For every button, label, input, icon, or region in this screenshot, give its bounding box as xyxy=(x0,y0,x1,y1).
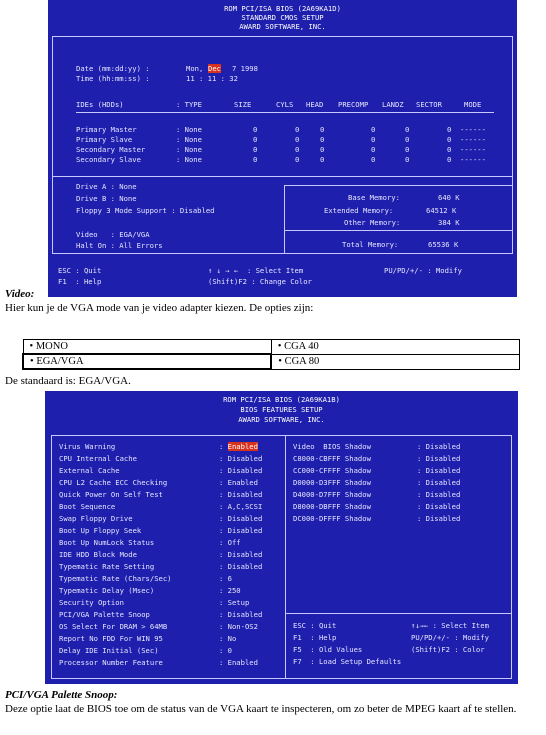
shadow-label: C8000-CBFFF Shadow xyxy=(293,454,371,463)
header-divider xyxy=(76,112,494,113)
feature-value[interactable]: : Disabled xyxy=(219,514,263,523)
footer-help-key: F1 : Help xyxy=(58,277,102,286)
drive-precomp: 0 xyxy=(371,125,376,134)
drive-landz: 0 xyxy=(405,145,410,154)
shadow-value[interactable]: : Disabled xyxy=(417,478,461,487)
footer-key-right: (Shift)F2 : Color xyxy=(411,645,485,654)
shadow-label: CC000-CFFFF Shadow xyxy=(293,466,371,475)
hdr-head: HEAD xyxy=(306,100,324,109)
video-default-text: De standaard is: EGA/VGA. xyxy=(5,375,131,387)
palette-snoop-paragraph: Deze optie laat de BIOS toe om de status van de VGA kaart te inspecteren, om zo beter de MPEG kaart af te stellen. xyxy=(5,703,517,715)
feature-value[interactable]: : Enabled xyxy=(219,478,258,487)
footer-key-left: ESC : Quit xyxy=(293,621,337,630)
drive-mode: ------ xyxy=(460,135,486,144)
feature-label: CPU Internal Cache xyxy=(59,454,137,463)
feature-label: Boot Sequence xyxy=(59,502,116,511)
drives-divider xyxy=(52,176,513,177)
footer-key-right: PU/PD/+/- : Modify xyxy=(411,633,489,642)
bios-title-line-1: ROM PCI/ISA BIOS (2A69KA1D) xyxy=(224,4,341,13)
option-mono: • MONO xyxy=(23,340,271,355)
memory-label: Extended Memory: xyxy=(324,206,394,215)
drive-head: 0 xyxy=(320,125,325,134)
feature-value[interactable]: : Non-OS2 xyxy=(219,622,258,631)
date-day[interactable]: Mon, xyxy=(186,64,204,73)
bios-title-line-2: BIOS FEATURES SETUP xyxy=(240,405,323,414)
hdr-mode: MODE xyxy=(464,100,482,109)
memory-label: Other Memory: xyxy=(344,218,401,227)
footer-change-color: (Shift)F2 : Change Color xyxy=(208,277,312,286)
drive-size: 0 xyxy=(253,155,258,164)
feature-value[interactable]: : Setup xyxy=(219,598,250,607)
footer-key-left: F7 : Load Setup Defaults xyxy=(293,657,402,666)
drive-landz: 0 xyxy=(405,125,410,134)
drive-type[interactable]: : None xyxy=(176,155,202,164)
shadow-value[interactable]: : Disabled xyxy=(417,454,461,463)
shadow-label: D8000-DBFFF Shadow xyxy=(293,502,371,511)
bios-title-line-3: AWARD SOFTWARE, INC. xyxy=(239,22,326,31)
footer-modify: PU/PD/+/- : Modify xyxy=(384,266,462,275)
drive-landz: 0 xyxy=(405,155,410,164)
feature-label: Processor Number Feature xyxy=(59,658,163,667)
features-footer-divider xyxy=(285,613,512,614)
shadow-value[interactable]: : Disabled xyxy=(417,502,461,511)
drive-cyls: 0 xyxy=(295,145,300,154)
feature-value[interactable]: : 250 xyxy=(219,586,241,595)
total-memory-value: 65536 K xyxy=(428,240,459,249)
shadow-label: DC000-DFFFF Shadow xyxy=(293,514,371,523)
feature-value[interactable]: : Off xyxy=(219,538,241,547)
video-paragraph: Hier kun je de VGA mode van je video adapter kiezen. De opties zijn: xyxy=(5,302,314,314)
drive-precomp: 0 xyxy=(371,145,376,154)
drive-head: 0 xyxy=(320,135,325,144)
options-row xyxy=(23,340,520,355)
drive-size: 0 xyxy=(253,135,258,144)
option-cga80: • CGA 80 xyxy=(271,354,519,369)
drive-sector: 0 xyxy=(447,145,452,154)
halt-on-setting[interactable]: Halt On : All Errors xyxy=(76,241,163,250)
feature-label: Virus Warning xyxy=(59,442,116,451)
drive-landz: 0 xyxy=(405,135,410,144)
hdr-size: SIZE xyxy=(234,100,252,109)
time-label: Time (hh:mm:ss) : xyxy=(76,74,150,83)
drive-precomp: 0 xyxy=(371,135,376,144)
shadow-value[interactable]: : Disabled xyxy=(417,514,461,523)
feature-label: OS Select For DRAM > 64MB xyxy=(59,622,168,631)
palette-snoop-heading: PCI/VGA Palette Snoop: xyxy=(5,689,118,701)
date-rest[interactable]: 7 1998 xyxy=(232,64,258,73)
footer-key-left: F1 : Help xyxy=(293,633,337,642)
date-month-field[interactable]: Dec xyxy=(208,64,221,73)
feature-label: Boot Up Floppy Seek xyxy=(59,526,142,535)
shadow-label: Video BIOS Shadow xyxy=(293,442,371,451)
feature-label: External Cache xyxy=(59,466,120,475)
virus-warning-value-highlighted[interactable]: Enabled xyxy=(227,442,258,451)
drive-type[interactable]: : None xyxy=(176,135,202,144)
drive-name[interactable]: Primary Master xyxy=(76,125,137,134)
drive-type[interactable]: : None xyxy=(176,145,202,154)
feature-value[interactable]: : A,C,SCSI xyxy=(219,502,263,511)
option-cga40: • CGA 40 xyxy=(271,340,519,355)
feature-value[interactable]: : Enabled xyxy=(219,442,258,451)
feature-value[interactable]: : Disabled xyxy=(219,454,263,463)
feature-label: IDE HDD Block Mode xyxy=(59,550,137,559)
footer-select-item: ↑ ↓ → ← : Select Item xyxy=(208,266,304,275)
drive-type[interactable]: : None xyxy=(176,125,202,134)
options-row xyxy=(23,354,520,369)
hdr-ides: IDEs (HDDs) xyxy=(76,100,124,109)
features-column-divider xyxy=(285,435,286,679)
feature-value[interactable]: : Disabled xyxy=(219,550,263,559)
drive-a-setting[interactable]: Drive A : None xyxy=(76,182,137,191)
drive-cyls: 0 xyxy=(295,155,300,164)
drive-mode: ------ xyxy=(460,155,486,164)
feature-label: Swap Floppy Drive xyxy=(59,514,133,523)
drive-size: 0 xyxy=(253,125,258,134)
drive-sector: 0 xyxy=(447,155,452,164)
video-options-table xyxy=(22,339,520,370)
footer-key-left: F5 : Old Values xyxy=(293,645,363,654)
drive-head: 0 xyxy=(320,155,325,164)
bios-title-line-1: ROM PCI/ISA BIOS (2A69KA1B) xyxy=(223,395,340,404)
drive-sector: 0 xyxy=(447,135,452,144)
feature-label: Delay IDE Initial (Sec) xyxy=(59,646,159,655)
drive-mode: ------ xyxy=(460,145,486,154)
bios-title-line-3: AWARD SOFTWARE, INC. xyxy=(238,415,325,424)
drive-name[interactable]: Primary Slave xyxy=(76,135,133,144)
hdr-sector: SECTOR xyxy=(416,100,442,109)
video-heading: Video: xyxy=(5,288,35,300)
memory-value: 640 K xyxy=(438,193,460,202)
shadow-label: D4000-D7FFF Shadow xyxy=(293,490,371,499)
memory-value: 384 K xyxy=(438,218,460,227)
feature-value[interactable]: : Disabled xyxy=(219,466,263,475)
bios-title-line-2: STANDARD CMOS SETUP xyxy=(241,13,324,22)
feature-label: PCI/VGA Palette Snoop xyxy=(59,610,150,619)
feature-value[interactable]: : Disabled xyxy=(219,490,263,499)
memory-label: Base Memory: xyxy=(348,193,400,202)
hdr-landz: LANDZ xyxy=(382,100,404,109)
feature-value[interactable]: : Disabled xyxy=(219,610,263,619)
drive-cyls: 0 xyxy=(295,125,300,134)
shadow-value[interactable]: : Disabled xyxy=(417,466,461,475)
feature-value[interactable]: : Enabled xyxy=(219,658,258,667)
drive-head: 0 xyxy=(320,145,325,154)
feature-label: CPU L2 Cache ECC Checking xyxy=(59,478,168,487)
drive-name[interactable]: Secondary Master xyxy=(76,145,146,154)
feature-value[interactable]: : No xyxy=(219,634,237,643)
drive-mode: ------ xyxy=(460,125,486,134)
date-label: Date (mm:dd:yy) : xyxy=(76,64,150,73)
drive-b-setting[interactable]: Drive B : None xyxy=(76,194,137,203)
hdr-cyls: CYLS xyxy=(276,100,294,109)
feature-label: Typematic Delay (Msec) xyxy=(59,586,155,595)
hdr-precomp: PRECOMP xyxy=(338,100,369,109)
feature-label: Security Option xyxy=(59,598,124,607)
bios-features-setup-screen xyxy=(45,391,518,684)
shadow-value[interactable]: : Disabled xyxy=(417,490,461,499)
feature-value[interactable]: : 0 xyxy=(219,646,232,655)
drive-name[interactable]: Secondary Slave xyxy=(76,155,141,164)
option-ega-vga: • EGA/VGA xyxy=(23,354,271,369)
feature-value[interactable]: : 6 xyxy=(219,574,232,583)
memory-value: 64512 K xyxy=(426,206,457,215)
shadow-label: D0000-D3FFF Shadow xyxy=(293,478,371,487)
drive-size: 0 xyxy=(253,145,258,154)
time-value[interactable]: 11 : 11 : 32 xyxy=(186,74,238,83)
bios-standard-cmos-screen xyxy=(48,0,517,297)
feature-label: Report No FDD For WIN 95 xyxy=(59,634,163,643)
feature-value[interactable]: : Disabled xyxy=(219,562,263,571)
footer-quit-key: ESC : Quit xyxy=(58,266,102,275)
feature-value[interactable]: : Disabled xyxy=(219,526,263,535)
drive-precomp: 0 xyxy=(371,155,376,164)
video-setting[interactable]: Video : EGA/VGA xyxy=(76,230,150,239)
feature-label: Boot Up NumLock Status xyxy=(59,538,155,547)
footer-key-right: ↑↓→← : Select Item xyxy=(411,621,489,630)
hdr-type: : TYPE xyxy=(176,100,202,109)
drive-cyls: 0 xyxy=(295,135,300,144)
shadow-value[interactable]: : Disabled xyxy=(417,442,461,451)
feature-label: Quick Power On Self Test xyxy=(59,490,163,499)
feature-label: Typematic Rate (Chars/Sec) xyxy=(59,574,172,583)
total-memory-label: Total Memory: xyxy=(342,240,399,249)
feature-label: Typematic Rate Setting xyxy=(59,562,155,571)
memory-total-divider xyxy=(284,230,513,231)
floppy-3-mode-setting[interactable]: Floppy 3 Mode Support : Disabled xyxy=(76,206,215,215)
drive-sector: 0 xyxy=(447,125,452,134)
